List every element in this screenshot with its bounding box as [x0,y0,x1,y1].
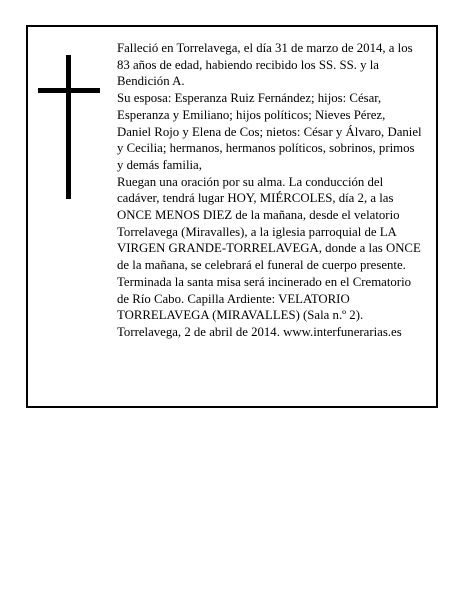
cross-vertical-bar [66,55,71,199]
cross-horizontal-bar [38,88,100,93]
family-paragraph: Su esposa: Esperanza Ruiz Fernández; hijos: César, Esperanza y Emiliano; hijos políticos; Nieves Pérez, Daniel Rojo y Elena de Cos; nietos: César y Álvaro, Daniel y Cecilia; hermanos, hermanos políticos, sobrinos, primos y demás familia, [117,91,422,172]
place-date-paragraph: Torrelavega, 2 de abril de 2014. www.interfunerarias.es [117,324,402,339]
funeral-details-paragraph: Ruegan una oración por su alma. La conducción del cadáver, tendrá lugar HOY, MIÉRCOLES, día 2, a las ONCE MENOS DIEZ de la mañana, desde el velatorio Torrelavega (Miravalles), a la iglesia parroquial de LA VIRGEN GRANDE-TORRELAVEGA, donde a las ONCE de la mañana, se celebrará el funeral de cuerpo presente. Terminada la santa misa será incinerado en el Crematorio de Río Cabo. Capilla Ardiente: VELATORIO TORRELAVEGA (MIRAVALLES) (Sala n.º 2). [117,174,421,323]
obituary-text [117,40,422,341]
obituary-notice [26,25,438,408]
death-announcement-paragraph: Falleció en Torrelavega, el día 31 de marzo de 2014, a los 83 años de edad, habiendo recibido los SS. SS. y la Bendición A. [117,41,413,89]
cross-icon [38,55,100,199]
